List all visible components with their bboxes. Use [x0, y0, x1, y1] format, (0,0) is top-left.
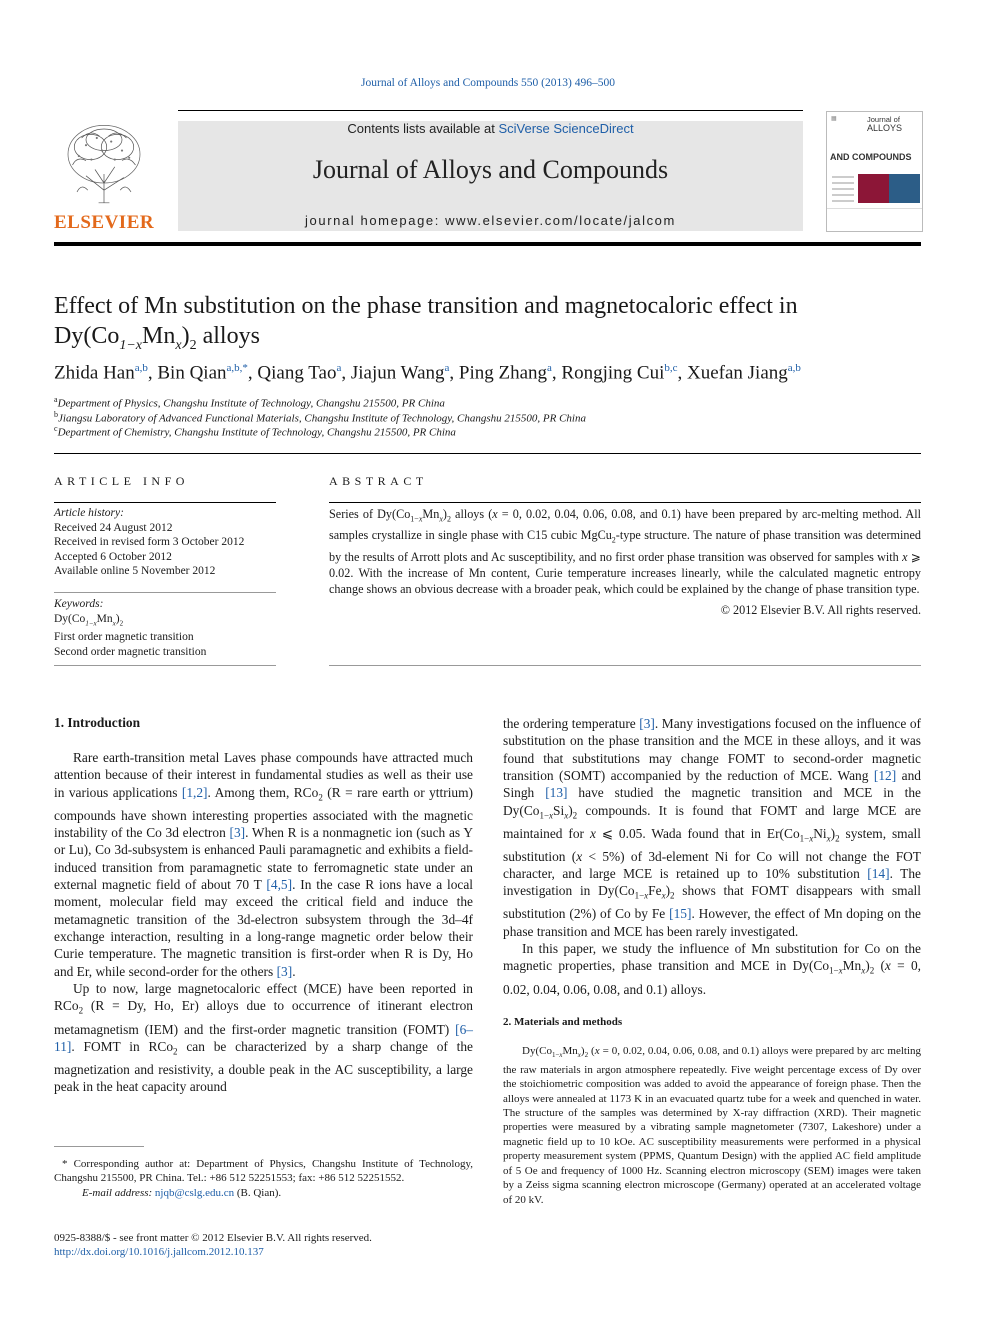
kw-sub: x — [112, 618, 116, 627]
abstract-heading: ABSTRACT — [329, 474, 428, 488]
history-item: Accepted 6 October 2012 — [54, 550, 172, 563]
kw-part: Mn — [96, 612, 113, 625]
affil-rule — [54, 453, 921, 454]
journal-title: Journal of Alloys and Compounds — [312, 155, 669, 184]
title-formula-sub1: 1−x — [119, 337, 143, 353]
author-affil-sup[interactable]: b,c — [664, 362, 678, 374]
abstract-bottom-rule — [329, 665, 921, 666]
title-formula-sub3: 2 — [189, 337, 197, 353]
kw-part: Dy(Co — [54, 612, 86, 625]
keyword: Second order magnetic transition — [54, 645, 207, 658]
abstract-text: Series of $Dy(Co_{1-x}Mn_x)_2$ alloys (x = 0, 0.02, 0.04, 0.06, 0.08, and 0.1) have been prepared by arc-melting method. All samples crystallize in single phase with C15 cubic MgCu$_2$-type structure. The nature of phase transition was determined by the results of Arrott plots and Ac susceptibility, and no first order phase transition was observed for samples with x ⩾ 0.02. With the increase of Mn content, Curie temperature increases linearly, while the calculated magnetic entropy change shows an obvious decrease with a broader peak, which could be explained by the change of phase transition type. — [329, 507, 921, 596]
title-formula-b: Mn — [142, 323, 176, 349]
email-suffix: (B. Qian). — [234, 1186, 282, 1199]
journal-cover — [826, 111, 923, 232]
title-formula-c: ) — [181, 323, 190, 349]
affiliation-a — [54, 395, 445, 410]
elsevier-tree-logo — [54, 120, 154, 210]
cover-blue-block — [889, 174, 920, 203]
author-affil-sup[interactable]: a — [336, 362, 342, 374]
article-info-bottom-rule — [54, 665, 276, 666]
intro-heading: 1. Introduction — [54, 715, 141, 730]
sciencedirect-link[interactable]: SciVerse ScienceDirect — [498, 121, 634, 136]
author[interactable]: Zhida Han — [54, 362, 135, 384]
author[interactable]: Qiang Tao — [257, 362, 337, 384]
methods-text: $Dy(Co_{1-x}Mn_x)_2$ (x = 0, 0.02, 0.04, 0.06, 0.08, and 0.1) alloys were prepared by arc melting the raw materials in argon atmosphere repeatedly. Five weight percentage excess of Dy over the stoichiometric composition was added to avoid the appearance of foreign phase. Then the alloys were annealed at 1173 K in an evacuated quartz tube for a week and quenched in water. The structure of the samples was determined by X-ray diffraction (XRD). Their magnetic properties were measured by a vibrating sample magnetometer (7307, Lakeshore) under a magnetic field up to 10 kOe. AC susceptibility measurements were performed in a physical property measurement system (PPMS, Quantum Design) with the applied AC field amplitude of 5 Oe and frequency of 1000 Hz. Scanning electron microscopy (SEM) images were taken by a Zeiss sigma scanning electron microscope (Germany) operated at an accelerated voltage of 20 kV. — [503, 1045, 922, 1206]
keyword: First order magnetic transition — [54, 631, 194, 644]
cover-red-block — [858, 174, 889, 203]
title-formula-d: alloys — [196, 323, 260, 349]
article-history — [54, 506, 276, 579]
history-item: Available online 5 November 2012 — [54, 565, 216, 577]
keywords-label: Keywords: — [54, 598, 104, 610]
keyword-formula — [54, 612, 276, 631]
intro-left-column: Rare earth-transition metal Laves phase compounds have attracted much attention because of their interest in fundamental studies as well as their use in various applications [1,2]. Among them, RCo$_2$ (R = rare earth or yttrium) compounds have shown interesting properties associated with the magnetic instability of the Co 3d electron [3]. When R is a nonmagnetic ion (such as Y or Lu), Co 3d-subsystem is enhanced Pauli paramagnetic and exhibits a field-induced transition from paramagnetic state to ferromagnetic state under an external magnetic field of about 70 T [4,5]. In the case R ions have a local moment, molecular field may exceed the critical field and induce the metamagnetic transition of the 3d-electron subsystem through the 3d–4f exchange interaction, resulting in a long-range magnetic order below their Curie temperature. The magnetic transition is first-order when R is Dy, Ho and Er, while second-order for the others [3]. Up to now, large magnetocaloric effect (MCE) have been reported in RCo$_2$ (R = Dy, Ho, Er) alloys due to occurrence of itinerant electron metamagnetism (IEM) and the first-order magnetic transition (FOMT) [6–11]. FOMT in RCo$_2$ can be characterized by a sharp change of the magnetization and resistivity, a double peak in the AC susceptibility, a large peak in the heat capacity around — [54, 750, 473, 1095]
affil-text: Department of Physics, Changshu Institute of Technology, Changshu 215500, PR China — [57, 397, 445, 410]
title-line-1: Effect of Mn substitution on the phase transition and magnetocaloric effect in — [54, 293, 798, 319]
affiliation-b — [54, 410, 586, 425]
cover-title-2: ALLOYS — [867, 123, 903, 133]
journal-reference[interactable]: Journal of Alloys and Compounds 550 (2013) 496–500 — [361, 77, 615, 89]
kw-sub: 1−x — [85, 618, 97, 627]
elsevier-wordmark: ELSEVIER — [54, 212, 155, 233]
abstract-rule — [329, 502, 921, 503]
author-affil-sup[interactable]: a — [444, 362, 450, 374]
author-affil-sup[interactable]: a,b — [787, 362, 801, 374]
header-rule — [178, 110, 803, 111]
cover-title-3: AND COMPOUNDS — [830, 152, 912, 162]
article-title — [54, 291, 924, 361]
header-thick-rule — [54, 242, 921, 246]
author-affil-sup[interactable]: a,b,* — [226, 362, 248, 374]
intro-right-column: the ordering temperature [3]. Many investigations focused on the influence of substitution on the phase transition and the MCE in these alloys, and it was found that substitutions may change FOMT to second-order magnetic transition (SOMT) accompanied by the reduction of MCE. Wang [12] and Singh [13] have studied the magnetic transition and MCE in the $Dy(Co_{1-x}Si_x)_2$ compounds. It is found that FOMT and large MCE are maintained for x ⩽ 0.05. Wada found that in $Er(Co_{1-x}Ni_x)_2$ system, small substitution (x < 5%) of 3d-element Ni for Co will not change the FOT character, and large MCE is retained up to 10% substitution [14]. The investigation in $Dy(Co_{1-x}Fe_x)_2$ shows that FOMT disappears with small substitution (2%) of Co by Fe [15]. However, the effect of Mn doping on the phase transition and MCE has been rarely investigated. In this paper, we study the influence of Mn substitution for Co on the magnetic properties, phase transition and MCE in $Dy(Co_{1-x}Mn_x)_2$ (x = 0, 0.02, 0.04, 0.06, 0.08, and 0.1) alloys. — [503, 716, 922, 997]
journal-homepage[interactable]: journal homepage: www.elsevier.com/locate/jalcom — [305, 213, 676, 228]
affil-sup: b — [54, 410, 58, 419]
author-affil-sup[interactable]: a,b — [134, 362, 148, 374]
cover-bottom-rule — [827, 208, 922, 209]
title-formula-a: Dy(Co — [54, 323, 120, 349]
title-formula-sub2: x — [175, 337, 182, 353]
author[interactable]: Bin Qian — [157, 362, 227, 384]
issn-line: 0925-8388/$ - see front matter © 2012 Elsevier B.V. All rights reserved. — [54, 1232, 372, 1244]
contents-prefix: Contents lists available at — [347, 121, 499, 136]
author[interactable]: Xuefan Jiang — [687, 362, 788, 384]
affil-sup: c — [54, 424, 58, 433]
keywords-rule — [54, 592, 276, 593]
author[interactable]: Ping Zhang — [458, 362, 548, 384]
cover-text-lines — [832, 176, 854, 206]
cover-corner-mark: ▦ — [831, 116, 837, 122]
title-line-2 — [54, 321, 924, 361]
keywords-block — [54, 597, 276, 659]
methods-heading: 2. Materials and methods — [503, 1016, 623, 1028]
kw-sub: 2 — [119, 618, 124, 627]
history-item: Received in revised form 3 October 2012 — [54, 536, 245, 548]
abstract-copyright: © 2012 Elsevier B.V. All rights reserved. — [720, 603, 921, 617]
author[interactable]: Jiajun Wang — [350, 362, 445, 384]
email-label: E-mail address: — [82, 1186, 155, 1199]
affil-text: Department of Chemistry, Changshu Institute of Technology, Changshu 215500, PR China — [57, 426, 456, 439]
cover-title-1: Journal of — [867, 115, 900, 124]
history-item: Received 24 August 2012 — [54, 521, 173, 534]
affiliation-c — [54, 424, 456, 439]
author-affil-sup[interactable]: a — [547, 362, 552, 374]
article-info-rule — [54, 502, 276, 503]
kw-part: ) — [115, 612, 120, 625]
corresponding-author: * Corresponding author at: Department of Physics, Changshu Institute of Technology, Changshu 215500, PR China. Tel.: +86 512 52251553; fax: +86 512 52251552. — [54, 1158, 473, 1185]
affil-sup: a — [54, 395, 58, 404]
corresponding-footnote — [54, 1157, 473, 1200]
footnote-rule — [54, 1146, 144, 1147]
email-line — [54, 1186, 473, 1200]
contents-line — [178, 121, 803, 136]
article-info-heading: ARTICLE INFO — [54, 474, 189, 488]
doi-link[interactable]: http://dx.doi.org/10.1016/j.jallcom.2012.10.137 — [54, 1246, 264, 1258]
history-label: Article history: — [54, 507, 124, 519]
affil-text: Jiangsu Laboratory of Advanced Functional Materials, Changshu Institute of Technology, Changshu 215500, PR China — [58, 412, 586, 425]
author-list: Zhida Han$^{a,b}$, Bin Qian$^{a,b,*}$, Qiang Tao$^a$, Jiajun Wang$^a$, Ping Zhang$^a$, Rongjing Cui$^{b,c}$, Xuefan Jiang$^{a,b}$ — [54, 362, 801, 384]
email-link[interactable]: njqb@cslg.edu.cn — [154, 1186, 235, 1199]
author[interactable]: Rongjing Cui — [561, 362, 665, 384]
